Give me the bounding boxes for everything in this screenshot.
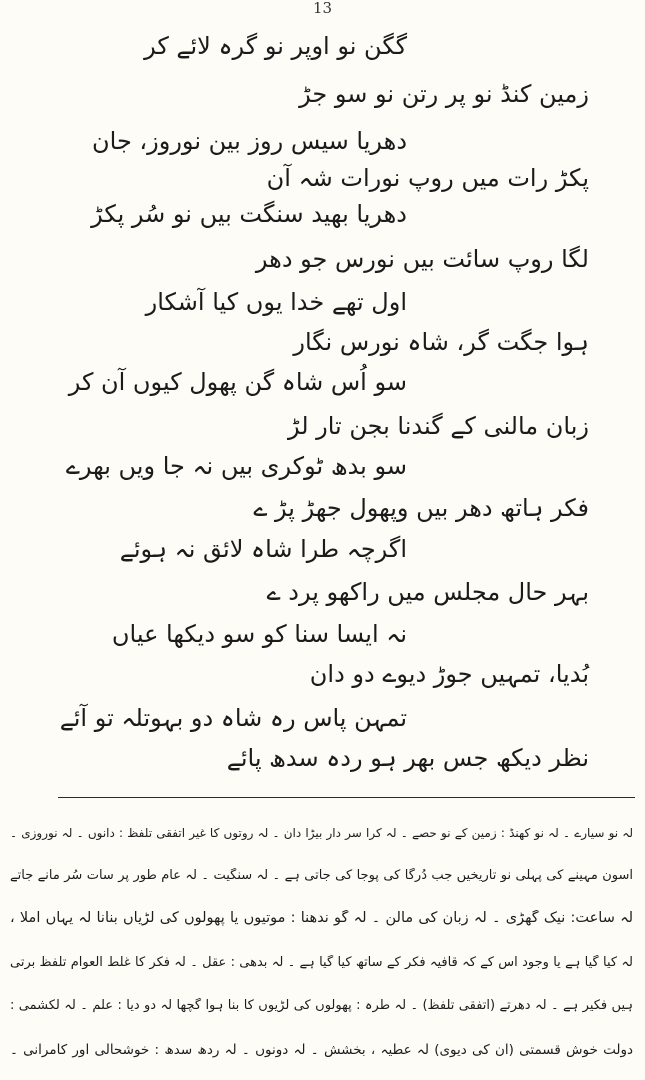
footnote-line: آسون مہینے کی پہلی نو تاریخیں جب دُرگا کی پوجا کی جاتی ہے ۔ لہ سنگیت ۔ لہ عام طور پر سات سُر مانے جاتے (10, 868, 633, 883)
verse-line: سو اُس شاہ گن پھول کیوں آن کر (68, 368, 407, 396)
page-number: 13 (312, 0, 333, 17)
verse-line: نہ ایسا سنا کو سو دیکھا عیاں (111, 620, 407, 648)
verse-line: بہر حال مجلس میں راکھو پرد ے (266, 578, 589, 606)
verse-line: فکر ہاتھ دھر بیں وپھول جھڑ پڑ ے (253, 494, 589, 522)
footnote-line: دولت خوش قسمتی (ان کی دیوی) لہ عطیہ ، بخشش ۔ لہ دونوں ۔ لہ ردھ سدھ : خوشحالی اور کامرانی ۔ (10, 1042, 633, 1058)
footnote-divider (58, 797, 635, 798)
verse-line: زبان مالنی کے گندنا بجن تار لڑ (287, 412, 589, 440)
verse-line: دھریا بھید سنگت بیں نو سُر پکڑ (91, 200, 407, 228)
verse-line: نظر دیکھ جس بھر ہو ردہ سدھ پائے (226, 744, 589, 772)
verse-line: تمہن پاس رہ شاہ دو بہوتلہ تو آئے (59, 704, 407, 732)
verse-line: بُدیا، تمہیں جوڑ دیوے دو دان (309, 660, 589, 688)
verse-line: اول تھے خدا یوں کیا آشکار (145, 288, 407, 316)
verse-line: زمین کنڈ نو پر رتن نو سو جڑ (299, 80, 589, 108)
footnote-line: لہ نو سیارے ۔ لہ نو کھنڈ : زمین کے نو حصے ۔ لہ کرا سر دار بیڑا دان ۔ لہ روتوں کا غیر اتفقی تلفظ : دانوں ۔ لہ نوروزی ۔ (10, 826, 633, 840)
verse-line: دھریا سیس روز بین نوروز، جان (92, 127, 407, 155)
verse-line: اگرچہ طرا شاہ لائق نہ ہوئے (119, 535, 407, 563)
verse-line: سو بدھ ٹوکری بیں نہ جا ویں بھرے (65, 452, 407, 480)
verse-line: ہوا جگت گر، شاہ نورس نگار (293, 328, 589, 356)
footnote-line: لہ ساعت: نیک گھڑی ۔ لہ زبان کی مالن ۔ لہ گو ندھنا : موتیوں یا پھولوں کی لڑیاں بنانا لہ یہاں املا ، (10, 910, 633, 926)
footnote-line: لہ کیا گیا ہے یا وجود اس کے کہ قافیہ فکر کے ساتھ کیا گیا ہے ۔ لہ بدھی : عقل ۔ لہ فکر کا غلط العوام تلفظ برتی (10, 955, 633, 970)
footnote-line: ہیں فکیر ہے ۔ لہ دھرتے (اتفقی تلفظ) ۔ لہ طرہ : پھولوں کی لڑیوں کا بنا ہوا گچھا لہ دو دیا : علم ۔ لہ لکشمی : (10, 998, 633, 1013)
verse-line: گگن نو اوپر نو گرہ لائے کر (144, 32, 407, 60)
verse-line: لگا روپ سائت بیں نورس جو دھر (255, 245, 589, 273)
verse-line: پکڑ رات میں روپ نورات شہ آن (266, 164, 589, 192)
